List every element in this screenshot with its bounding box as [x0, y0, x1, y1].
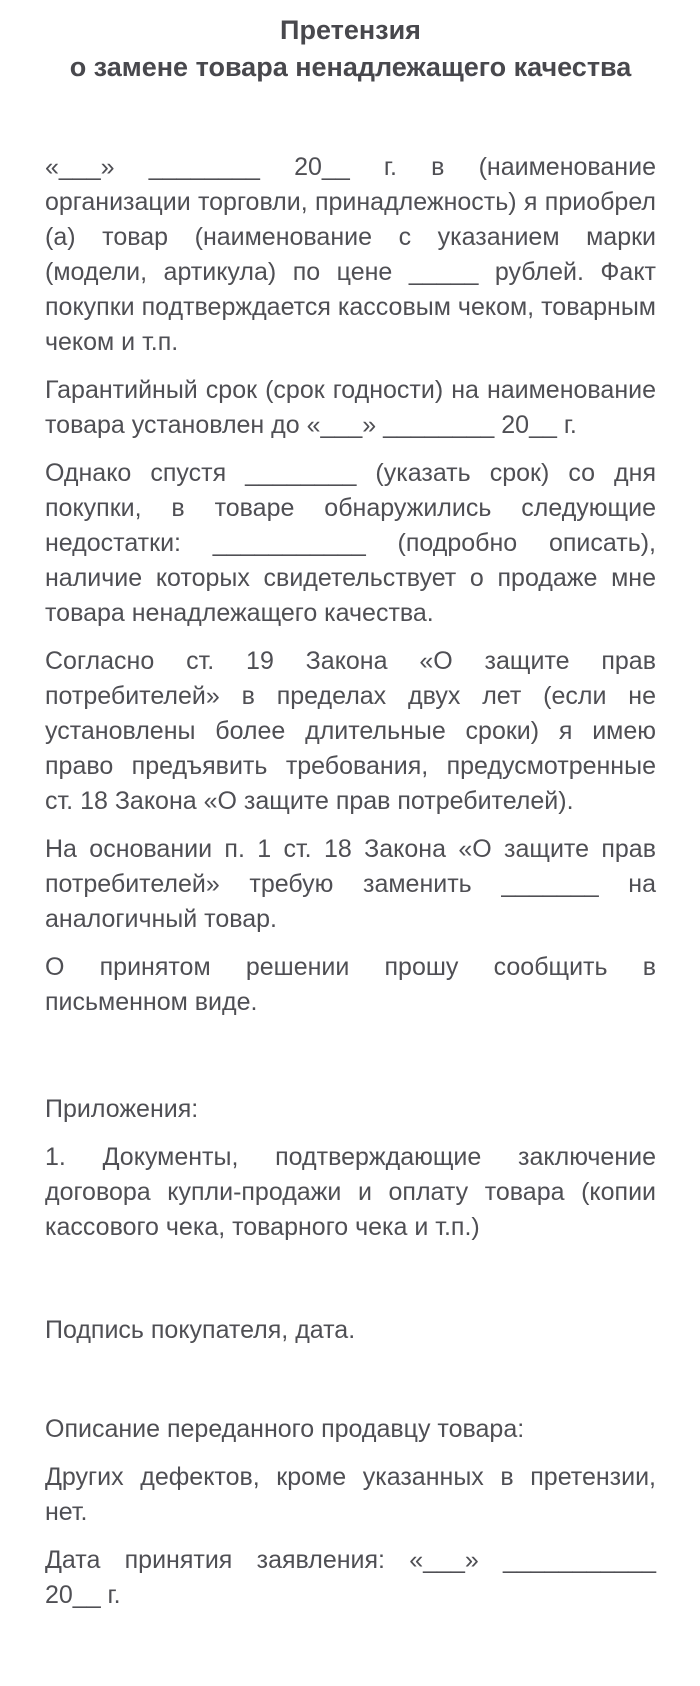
handover-description-heading: Описание переданного продавцу товара: [45, 1415, 525, 1443]
acceptance-date-line: Дата принятия заявления: «___» ___________ [45, 1546, 656, 1574]
handover-no-other-defects-note: Других дефектов, кроме указанных в претензии, нет. [45, 1463, 656, 1526]
paragraph-defects-found: Однако спустя ________ (указать срок) со дня покупки, в товаре обнаружились следующие недостатки: ___________ (подробно описать), наличие которых свидетельствует о продаже мне товара ненадлежащего качества. [45, 459, 656, 627]
buyer-signature-line: Подпись покупателя, дата. [45, 1316, 356, 1344]
paragraph-purchase-details: «___» ________ 20__ г. в (наименование организации торговли, принадлежность) я приобрел (а) товар (наименование с указанием марки (модели, артикула) по цене _____ рублей. Факт покупки подтверждается кассовым чеком, товарным чеком и т.п. [45, 153, 656, 356]
acceptance-year-line: 20__ г. [45, 1581, 121, 1609]
attachments-heading: Приложения: [45, 1095, 199, 1123]
paragraph-written-response-request: О принятом решении прошу сообщить в письменном виде. [45, 953, 656, 1016]
paragraph-warranty-period: Гарантийный срок (срок годности) на наименование товара установлен до «___» ________ 20__ г. [45, 376, 656, 439]
paragraph-replacement-demand: На основании п. 1 ст. 18 Закона «О защите прав потребителей» требую заменить _______ на аналогичный товар. [45, 835, 656, 933]
title-line-1: Претензия [280, 15, 421, 45]
paragraph-law-article-19: Согласно ст. 19 Закона «О защите прав потребителей» в пределах двух лет (если не установлены более длительные сроки) я имею право предъявить требования, предусмотренные ст. 18 Закона «О защите прав потребителей). [45, 647, 656, 815]
title-line-2: о замене товара ненадлежащего качества [69, 52, 632, 82]
attachment-item-1: 1. Документы, подтверждающие заключение договора купли-продажи и оплату товара (копии кассового чека, товарного чека и т.п.) [45, 1143, 656, 1241]
document-title [45, 12, 656, 86]
